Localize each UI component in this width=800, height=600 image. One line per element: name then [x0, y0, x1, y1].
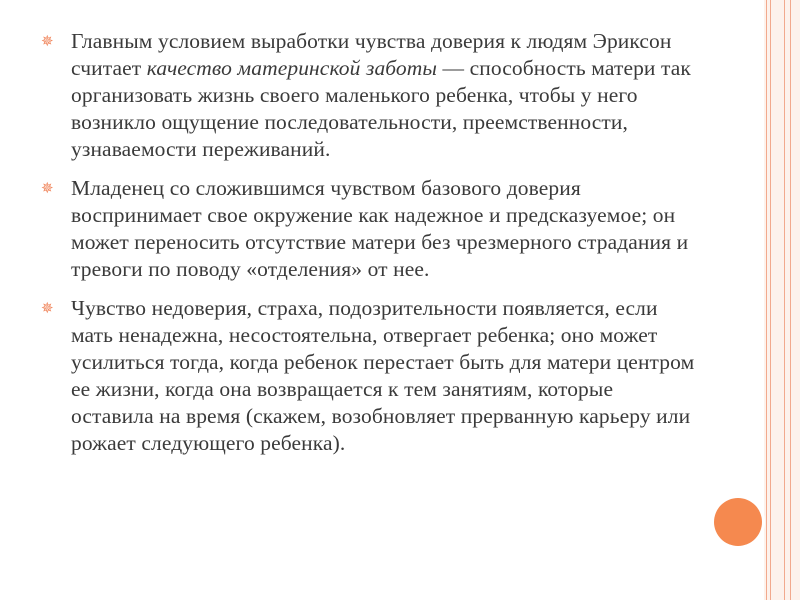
sun-bullet-icon: ✵: [41, 299, 54, 317]
slide-content: [41, 28, 701, 469]
bullet-text: [71, 29, 691, 161]
bullet-item: [41, 28, 701, 163]
decorative-border-line: [770, 0, 771, 600]
decorative-border-line: [790, 0, 791, 600]
bullet-text-emphasis: качество материнской заботы: [146, 56, 438, 80]
decorative-border-line: [784, 0, 785, 600]
bullet-text-before: Главным условием выработки чувства доверия к людям Эриксон считает: [71, 29, 672, 80]
bullet-item: [41, 175, 701, 283]
bullet-text-after: — способность матери так организовать жизнь своего маленького ребенка, чтобы у него возникло ощущение последовательности, преемственности, узнаваемости переживаний.: [71, 56, 691, 161]
bullet-item: [41, 295, 701, 457]
sun-bullet-icon: ✵: [41, 32, 54, 50]
bullet-text: Чувство недоверия, страха, подозрительности появляется, если мать ненадежна, несостоятельна, отвергает ребенка; оно может усилиться тогда, когда ребенок перестает быть для матери центром ее жизни, когда она возвращается к тем занятиям, которые оставила на время (скажем, возобновляет прерванную карьеру или рожает следующего ребенка).: [71, 296, 695, 455]
decorative-border-line: [766, 0, 767, 600]
sun-bullet-icon: ✵: [41, 179, 54, 197]
decorative-circle: [714, 498, 762, 546]
bullet-text: Младенец со сложившимся чувством базового доверия воспринимает свое окружение как надежное и предсказуемое; он может переносить отсутствие матери без чрезмерного страдания и тревоги по поводу «отделения» от нее.: [71, 176, 689, 281]
bullet-list: [41, 28, 701, 457]
